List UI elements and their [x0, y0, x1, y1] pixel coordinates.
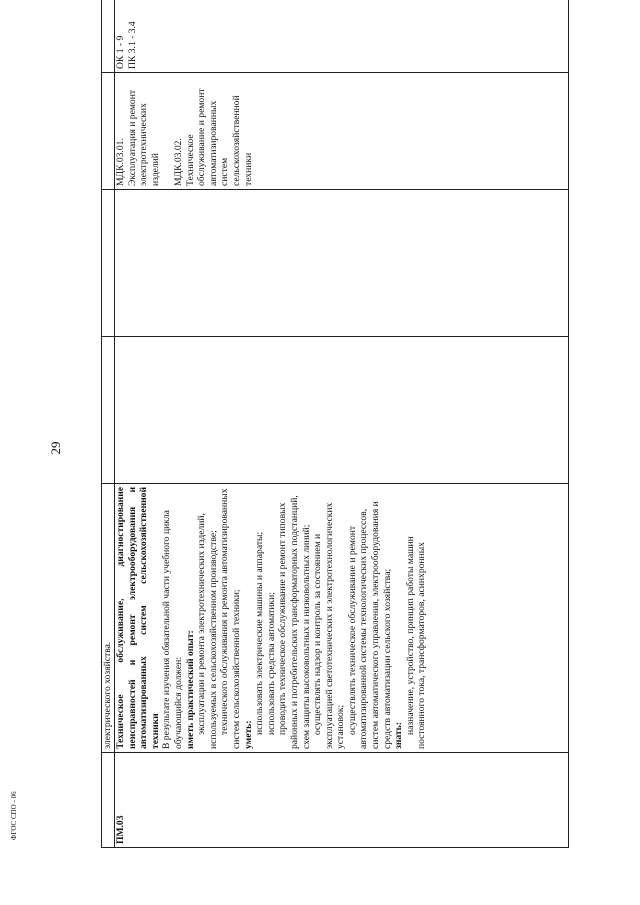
list-item: эксплуатации и ремонта электротехнических изделий, используемых в сельскохозяйственном производстве; — [196, 513, 219, 749]
knowledge-heading: знать: — [393, 722, 405, 749]
competencies-cell — [115, 0, 569, 73]
module-title: Техническое обслуживание, диагностирование неисправностей и ремонт электрооборудования и автоматизированных систем сельскохозяйственной техники — [115, 487, 161, 749]
table-cell — [102, 753, 115, 848]
list-item: осуществлять техническое обслуживание и ремонт автоматизированной системы технологических процессов, систем автоматического управления, электрооборудования и средств автоматизации сельского хозяйства; — [346, 501, 393, 749]
table-cell — [102, 0, 115, 73]
table-cell — [102, 73, 115, 190]
list-item: осуществлять надзор и контроль за состоянием и эксплуатацией светотехнических и электротехнологических установок; — [312, 502, 347, 749]
page-number: 29 — [48, 441, 63, 455]
mdk-code: МДК.03.01. — [115, 138, 126, 186]
mdk-name: Техническое обслуживание и ремонт автоматизированных систем сельскохозяйственной техники — [184, 88, 254, 186]
module-code: ПМ.03 — [115, 753, 569, 848]
list-item: назначение, устройство, принцип работы машин постоянного тока, трансформаторов, асинхронных — [404, 536, 428, 749]
table-row — [115, 0, 569, 848]
list-item: проводить техническое обслуживание и ремонт типовых районных и потребительских трансформаторных подстанций, схем защиты высоковольтных и низковольтных линий; — [277, 495, 312, 749]
list-item: использовать электрические машины и аппараты; — [254, 531, 266, 735]
list-item: технического обслуживания и ремонта автоматизированных систем сельскохозяйственной техники; — [219, 488, 242, 749]
mdk-cell — [115, 73, 569, 190]
table-cell — [115, 190, 569, 337]
table-row — [102, 0, 115, 848]
mdk-code: МДК.03.02. — [172, 138, 184, 186]
table-cell — [115, 337, 569, 484]
module-description — [115, 484, 569, 753]
skills-heading: уметь: — [242, 720, 254, 749]
top-row-text: электрического хозяйства. — [102, 484, 115, 753]
competency: ПК 3.1 - 3.4 — [126, 21, 138, 69]
table-cell — [102, 190, 115, 337]
mdk-name: Эксплуатация и ремонт электротехнических изделий — [126, 89, 161, 186]
module-intro: В результате изучения обязательной части учебного цикла обучающийся должен: — [161, 510, 184, 749]
curriculum-table — [101, 0, 569, 848]
table-cell — [102, 337, 115, 484]
page-footer: ФГОС СПО - 06 — [10, 791, 18, 840]
competency: ОК 1 - 9 — [115, 35, 126, 69]
practical-heading: иметь практический опыт: — [184, 630, 196, 749]
rotated-table-container — [101, 18, 569, 848]
list-item: использовать средства автоматики; — [265, 592, 277, 735]
